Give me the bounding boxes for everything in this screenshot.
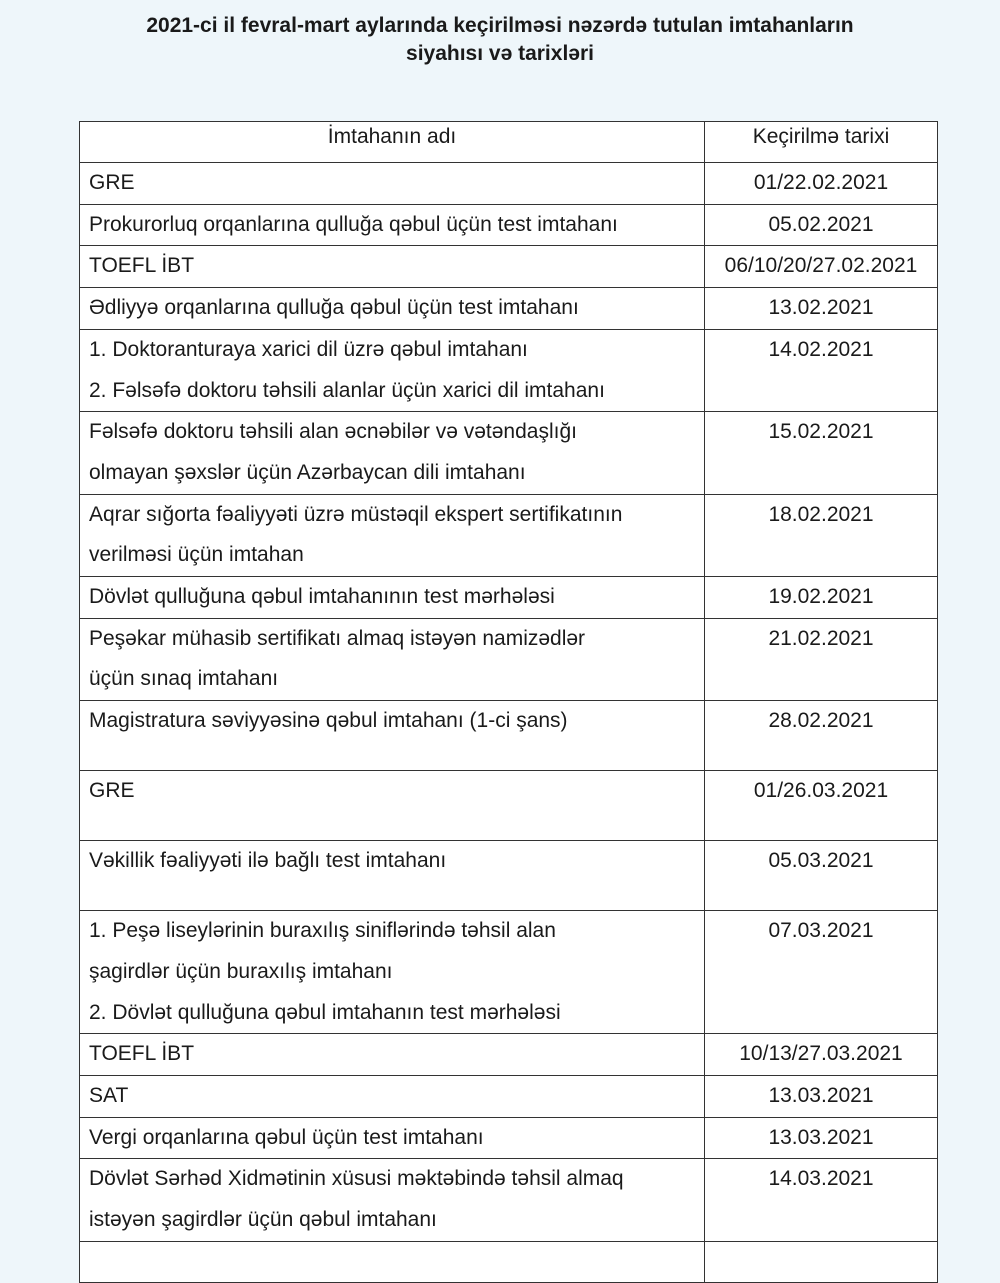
exam-date-cell: 13.03.2021 xyxy=(705,1075,938,1117)
exam-date-cell: 01/22.02.2021 xyxy=(705,163,938,205)
table-row xyxy=(80,412,938,494)
exam-name-line: Vergi orqanlarına qəbul üçün test imtahanı xyxy=(89,1125,484,1149)
exam-name-line: Fəlsəfə doktoru təhsili alan əcnəbilər və vətəndaşlığı xyxy=(89,420,577,444)
exam-name-cell xyxy=(80,841,705,911)
column-header-exam-name: İmtahanın adı xyxy=(80,122,705,163)
exam-name-line: verilməsi üçün imtahan xyxy=(89,543,304,567)
exam-name-cell xyxy=(80,1075,705,1117)
exam-date-cell-empty xyxy=(705,1241,938,1282)
exam-name-line: Vəkillik fəaliyyəti ilə bağlı test imtahanı xyxy=(89,849,447,873)
exam-name-cell xyxy=(80,412,705,494)
exam-name-cell xyxy=(80,1117,705,1159)
exam-name-cell xyxy=(80,1159,705,1241)
table-row xyxy=(80,618,938,700)
exam-name-cell xyxy=(80,618,705,700)
exam-name-cell xyxy=(80,494,705,576)
exam-name-cell xyxy=(80,246,705,288)
table-row xyxy=(80,204,938,246)
exam-name-cell xyxy=(80,329,705,411)
table-row-partial xyxy=(80,1241,938,1282)
exam-date-cell: 13.02.2021 xyxy=(705,288,938,330)
exam-name-cell xyxy=(80,577,705,619)
exam-name-line: 1. Peşə liseylərinin buraxılış siniflərində təhsil alan xyxy=(89,919,556,943)
exam-date-cell: 21.02.2021 xyxy=(705,618,938,700)
exam-date-cell: 14.02.2021 xyxy=(705,329,938,411)
page-title xyxy=(0,12,1000,68)
exam-name-line: olmayan şəxslər üçün Azərbaycan dili imtahanı xyxy=(89,460,526,484)
exam-date-cell: 10/13/27.03.2021 xyxy=(705,1034,938,1076)
exam-name-line: Prokurorluq orqanlarına qulluğa qəbul üçün test imtahanı xyxy=(89,212,618,236)
exam-date-cell: 06/10/20/27.02.2021 xyxy=(705,246,938,288)
exam-name-line: Dövlət qulluğuna qəbul imtahanının test mərhələsi xyxy=(89,585,555,609)
exam-name-line: GRE xyxy=(89,779,135,803)
exam-name-line: Peşəkar mühasib sertifikatı almaq istəyən namizədlər xyxy=(89,626,586,650)
exam-date-cell: 28.02.2021 xyxy=(705,701,938,771)
exam-name-cell xyxy=(80,911,705,1034)
exam-date-cell: 07.03.2021 xyxy=(705,911,938,1034)
exam-date-cell: 18.02.2021 xyxy=(705,494,938,576)
table-row xyxy=(80,771,938,841)
table-row xyxy=(80,911,938,1034)
exam-name-line: 1. Doktoranturaya xarici dil üzrə qəbul imtahanı xyxy=(89,337,528,361)
table-row xyxy=(80,246,938,288)
exam-name-cell xyxy=(80,701,705,771)
exam-name-line: GRE xyxy=(89,171,135,194)
exam-name-line: TOEFL İBT xyxy=(89,254,195,278)
exam-name-line: şagirdlər üçün buraxılış imtahanı xyxy=(89,959,393,983)
exam-name-line: Magistratura səviyyəsinə qəbul imtahanı (1-ci şans) xyxy=(89,709,568,733)
exam-date-cell: 14.03.2021 xyxy=(705,1159,938,1241)
exam-date-cell: 13.03.2021 xyxy=(705,1117,938,1159)
exam-name-cell xyxy=(80,204,705,246)
table-row xyxy=(80,1117,938,1159)
exam-name-line: SAT xyxy=(89,1083,129,1107)
table-row xyxy=(80,329,938,411)
exam-name-line: istəyən şagirdlər üçün qəbul imtahanı xyxy=(89,1208,437,1232)
exam-name-cell xyxy=(80,771,705,841)
exam-name-line: 2. Dövlət qulluğuna qəbul imtahanın test mərhələsi xyxy=(89,1000,561,1024)
table-header-row xyxy=(80,122,938,163)
table-row xyxy=(80,577,938,619)
exam-name-line: Aqrar sığorta fəaliyyəti üzrə müstəqil ekspert sertifikatının xyxy=(89,502,623,526)
exam-name-cell xyxy=(80,288,705,330)
table-row xyxy=(80,288,938,330)
exam-date-cell: 01/26.03.2021 xyxy=(705,771,938,841)
exam-date-cell: 19.02.2021 xyxy=(705,577,938,619)
exam-date-cell: 05.02.2021 xyxy=(705,204,938,246)
table-row xyxy=(80,1159,938,1241)
exam-name-line: Dövlət Sərhəd Xidmətinin xüsusi məktəbində təhsil almaq xyxy=(89,1167,624,1191)
table-row xyxy=(80,163,938,205)
exam-name-line: üçün sınaq imtahanı xyxy=(89,667,279,691)
exam-name-line: TOEFL İBT xyxy=(89,1042,195,1066)
exam-name-cell xyxy=(80,163,705,205)
exam-name-cell xyxy=(80,1034,705,1076)
page-title-line-2: siyahısı və tarixləri xyxy=(406,42,594,65)
table-row xyxy=(80,1034,938,1076)
exam-name-line: 2. Fəlsəfə doktoru təhsili alanlar üçün xarici dil imtahanı xyxy=(89,378,605,402)
page-title-line-1: 2021-ci il fevral-mart aylarında keçirilməsi nəzərdə tutulan imtahanların xyxy=(146,14,854,37)
table-row xyxy=(80,701,938,771)
exam-name-cell-empty xyxy=(80,1241,705,1282)
exam-schedule-table xyxy=(79,121,938,1283)
column-header-exam-date: Keçirilmə tarixi xyxy=(705,122,938,163)
exam-name-line: Ədliyyə orqanlarına qulluğa qəbul üçün test imtahanı xyxy=(89,296,579,320)
exam-date-cell: 15.02.2021 xyxy=(705,412,938,494)
exam-date-cell: 05.03.2021 xyxy=(705,841,938,911)
table-row xyxy=(80,494,938,576)
table-row xyxy=(80,1075,938,1117)
table-row xyxy=(80,841,938,911)
